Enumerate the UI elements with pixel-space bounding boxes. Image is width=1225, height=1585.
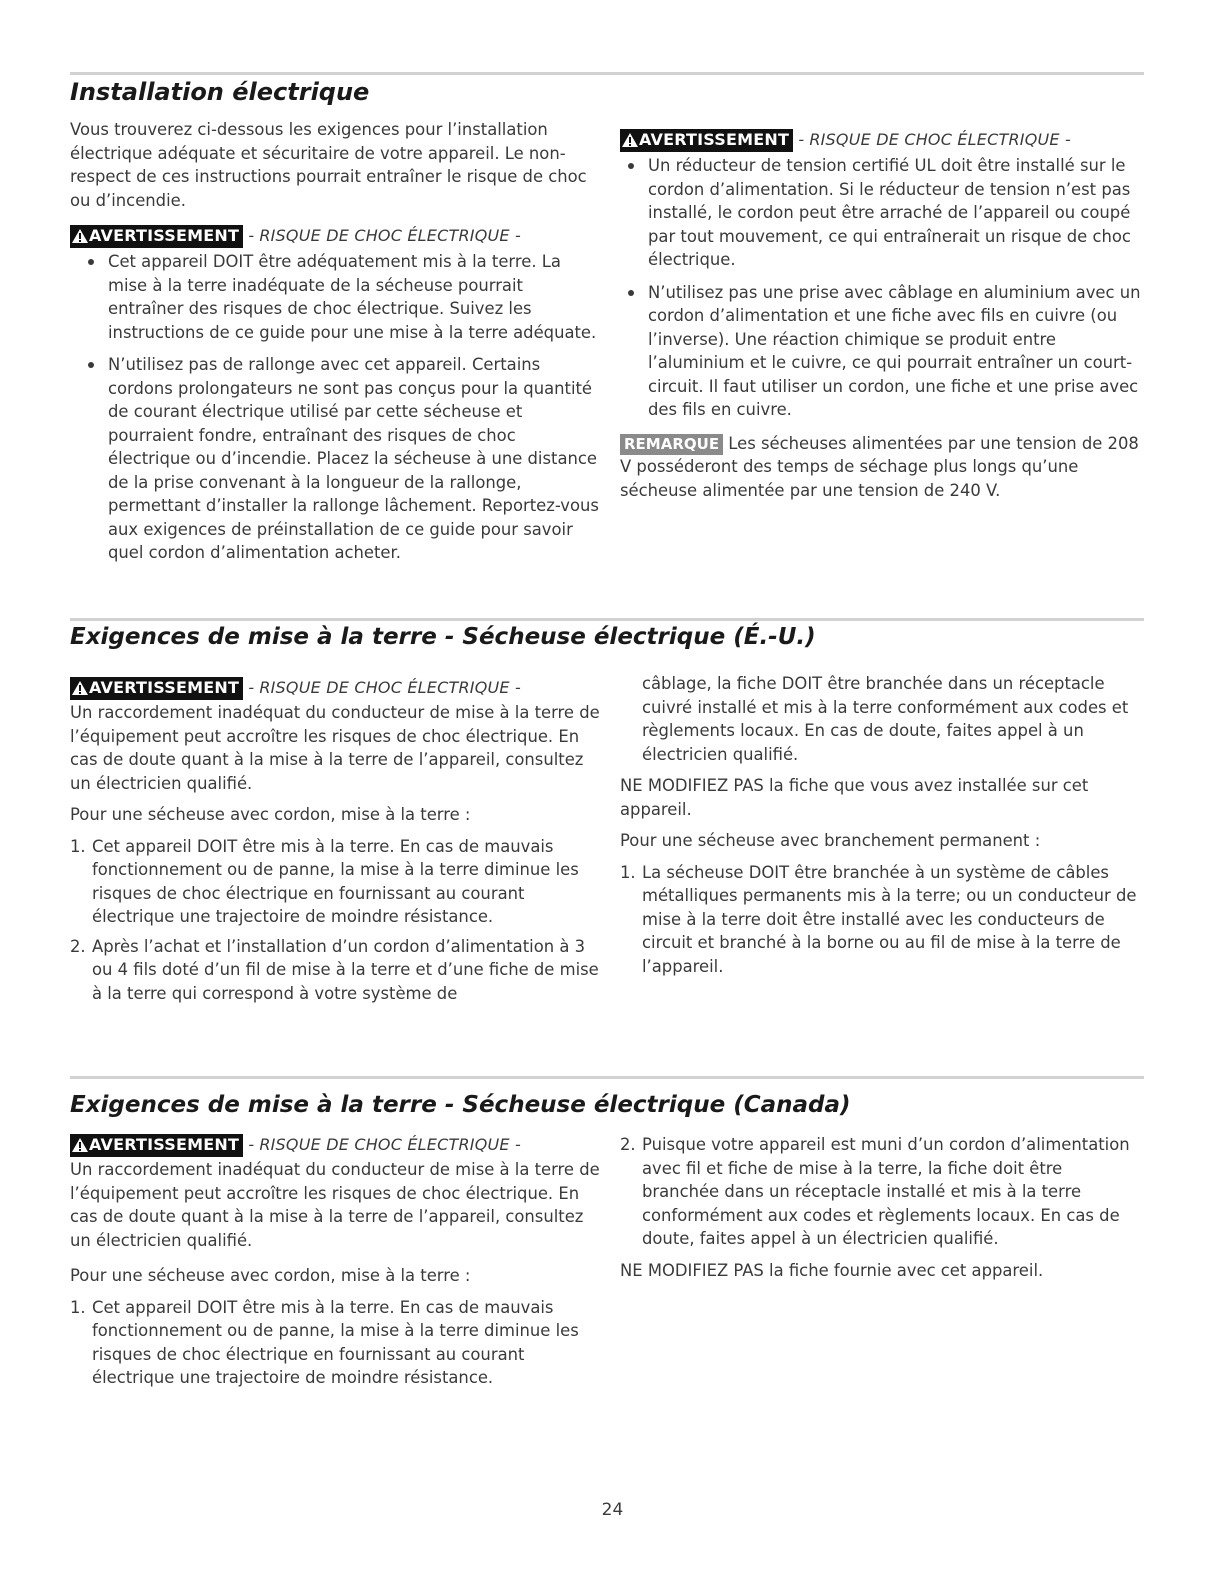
section-divider	[70, 72, 1144, 75]
warning-title: RISQUE DE CHOC ÉLECTRIQUE -	[259, 226, 521, 245]
intro-paragraph: Vous trouverez ci-dessous les exigences pour l’installation électrique adéquate et sécuritaire de votre appareil. Le non-respect de ces instructions pourrait entraîner le risque de choc ou d’incendie.	[70, 120, 587, 210]
list-item: 1. Cet appareil DOIT être mis à la terre. En cas de mauvais fonctionnement ou de panne, la mise à la terre diminue les risques de choc électrique en fournissant au courant électrique une trajectoire de moindre résistance.	[70, 836, 579, 926]
warning-triangle-icon	[72, 679, 88, 700]
section-divider	[70, 1076, 1144, 1079]
warning-badge: AVERTISSEMENT	[70, 1134, 243, 1157]
note-text: Les sécheuses alimentées par une tension de 208 V posséderont des temps de séchage plus longs qu’une sécheuse alimentée par une tension de 240 V.	[620, 433, 1139, 500]
warning-line: AVERTISSEMENT - RISQUE DE CHOC ÉLECTRIQUE -	[70, 676, 600, 700]
warning-paragraph: Un raccordement inadéquat du conducteur de mise à la terre de l’équipement peut accroître les risques de choc électrique. En cas de doute quant à la mise à la terre de l’appareil, consultez un électricien qualifié.	[70, 703, 600, 793]
right-column	[620, 1133, 1142, 1290]
right-column	[620, 672, 1142, 986]
warning-badge: AVERTISSEMENT	[70, 677, 243, 700]
warning-triangle-icon	[622, 131, 638, 152]
list-item: Un réducteur de tension certifié UL doit être installé sur le cordon d’alimentation. Si le réducteur de tension n’est pas installé, le cordon peut être arraché de l’appareil ou coupé par tout mouvement, ce qui entraînerait un risque de choc électrique.	[648, 154, 1142, 272]
warning-line: AVERTISSEMENT - RISQUE DE CHOC ÉLECTRIQUE -	[70, 224, 600, 248]
do-not-modify-note: NE MODIFIEZ PAS la fiche fournie avec cet appareil.	[620, 1260, 1044, 1280]
list-item: Cet appareil DOIT être adéquatement mis à la terre. La mise à la terre inadéquate de la sécheuse pourrait entraîner des risques de choc électrique. Suivez les instructions de ce guide pour une mise à la terre adéquate.	[108, 250, 600, 344]
section-heading: Installation électrique	[70, 78, 370, 106]
list-item: N’utilisez pas une prise avec câblage en aluminium avec un cordon d’alimentation et une fiche avec fils en cuivre (ou l’inverse). Une réaction chimique se produit entre l’aluminium et le cuivre, ce qui pourrait entraîner un court-circuit. Il faut utiliser un cordon, une fiche et une prise avec des fils en cuivre.	[648, 281, 1142, 422]
section-divider	[70, 618, 1144, 621]
warning-line: AVERTISSEMENT - RISQUE DE CHOC ÉLECTRIQUE -	[70, 1133, 600, 1157]
left-column	[70, 118, 600, 574]
do-not-modify-note: NE MODIFIEZ PAS la fiche que vous avez installée sur cet appareil.	[620, 776, 1089, 819]
left-column	[70, 1133, 600, 1398]
warning-triangle-icon	[72, 227, 88, 248]
list-item: 2. Après l’achat et l’installation d’un cordon d’alimentation à 3 ou 4 fils doté d’un fil de mise à la terre et d’une fiche de mise à la terre qui correspond à votre système de	[70, 936, 599, 1003]
warning-title: RISQUE DE CHOC ÉLECTRIQUE -	[259, 1135, 521, 1154]
cord-intro: Pour une sécheuse avec cordon, mise à la terre :	[70, 805, 471, 824]
right-column	[620, 128, 1142, 510]
numbered-list	[620, 1133, 1142, 1251]
perm-intro: Pour une sécheuse avec branchement permanent :	[620, 831, 1041, 850]
page-number: 24	[601, 1500, 624, 1520]
numbered-list	[70, 835, 600, 1006]
warning-title: RISQUE DE CHOC ÉLECTRIQUE -	[259, 678, 521, 697]
bullet-list	[70, 250, 600, 565]
numbered-list	[70, 1296, 600, 1390]
section-heading: Exigences de mise à la terre - Sécheuse électrique (É.-U.)	[70, 624, 816, 650]
list-item: N’utilisez pas de rallonge avec cet appareil. Certains cordons prolongateurs ne sont pas conçus pour la quantité de courant électrique utilisé par cette sécheuse et pourraient fondre, entraînant des risques de choc électrique ou d’incendie. Placez la sécheuse à une distance de la prise convenant à la longueur de la rallonge, permettant d’installer la rallonge lâchement. Reportez-vous aux exigences de préinstallation de ce guide pour savoir quel cordon d’alimentation acheter.	[108, 353, 600, 565]
list-item: 2. Puisque votre appareil est muni d’un cordon d’alimentation avec fil et fiche de mise à la terre, la fiche doit être branchée dans un réceptacle installé et mis à la terre conformément aux codes et règlements locaux. En cas de doute, faites appel à un électricien qualifié.	[620, 1135, 1130, 1248]
section-heading: Exigences de mise à la terre - Sécheuse électrique (Canada)	[70, 1092, 851, 1118]
list-item: 1. La sécheuse DOIT être branchée à un système de câbles métalliques permanents mis à la terre; ou un conducteur de mise à la terre doit être installé avec les conducteurs de circuit et branché à la borne ou au fil de mise à la terre de l’appareil.	[620, 862, 1137, 976]
warning-triangle-icon	[72, 1136, 88, 1157]
left-column	[70, 676, 600, 1013]
warning-paragraph: Un raccordement inadéquat du conducteur de mise à la terre de l’équipement peut accroître les risques de choc électrique. En cas de doute quant à la mise à la terre de l’appareil, consultez un électricien qualifié.	[70, 1160, 600, 1250]
warning-title: RISQUE DE CHOC ÉLECTRIQUE -	[809, 130, 1071, 149]
note-paragraph	[620, 432, 1142, 503]
cord-intro: Pour une sécheuse avec cordon, mise à la terre :	[70, 1266, 471, 1285]
numbered-list	[620, 861, 1142, 979]
warning-badge: AVERTISSEMENT	[70, 225, 243, 248]
list-item-continuation: câblage, la fiche DOIT être branchée dans un réceptacle cuivré installé et mis à la terre conformément aux codes et règlements locaux. En cas de doute, faites appel à un électricien qualifié.	[642, 674, 1129, 764]
note-badge: REMARQUE	[620, 434, 723, 455]
bullet-list	[620, 154, 1142, 422]
list-item: 1. Cet appareil DOIT être mis à la terre. En cas de mauvais fonctionnement ou de panne, la mise à la terre diminue les risques de choc électrique en fournissant au courant électrique une trajectoire de moindre résistance.	[70, 1297, 579, 1387]
warning-badge: AVERTISSEMENT	[620, 129, 793, 152]
warning-line: AVERTISSEMENT - RISQUE DE CHOC ÉLECTRIQUE -	[620, 128, 1142, 152]
